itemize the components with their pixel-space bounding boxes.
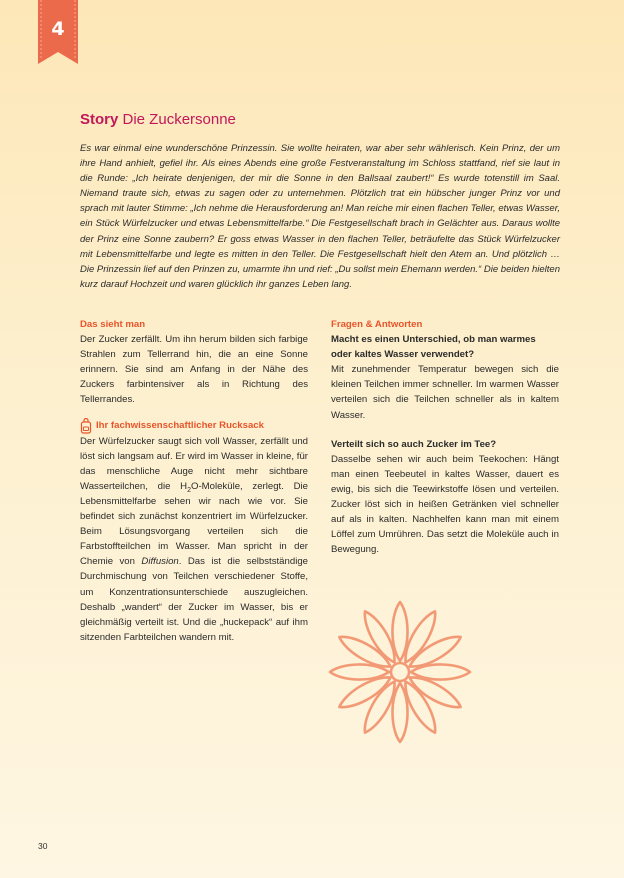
story-text: Es war einmal eine wunderschöne Prinzessin. Sie wollte heiraten, war aber sehr wählerisch. Kein Prinz, der um ihre Hand anhielt, gefiel ihr. Als eines Abends eine große Festveranstaltung im Schloss stattfand, rief sie laut in die Runde: „Ich heirate denjenigen, der mir die Sonne in den Ballsaal zaubert!“ Es wurde totenstill im Saal. Niemand traute sich, etwas zu sagen oder zu unternehmen. Plötzlich trat ein hübscher junger Prinz vor und sprach mit lauter Stimme: „Ich nehme die Herausforderung an! Man reiche mir einen flachen Teller, etwas Wasser, ein Stück Würfelzucker und etwas Lebensmittelfarbe.“ Die Festgesellschaft brach in Gelächter aus. Daraus wollte der Prinz eine Sonne zaubern? Er goss etwas Wasser in den flachen Teller, beträufelte das Stück Würfelzucker mit Lebensmittelfarbe und legte es mitten in den Teller. Die Festgesellschaft hielt den Atem an. Und plötzlich … Die Prinzessin lief auf den Prinzen zu, umarmte ihn und rief: „Du sollst mein Ehemann werden.“ Die beiden hielten kurz darauf Hochzeit und waren glücklich ihr ganzes Leben lang. [80,143,560,290]
page-title [80,111,236,128]
answer-2: Dasselbe sehen wir auch beim Teekochen: Hängt man einen Teebeutel in kaltes Wasser, dauert es ewig, bis sich die Teewirkstoffe lösen und verteilen. Zucker löst sich in heißen Getränken viel schneller auf als in kalten. Nachhelfen kann man mit einem Löffel zum Umrühren. Das setzt die Moleküle auch in Bewegung. [331,453,559,556]
title-prefix: Story [80,111,119,128]
rucksack-heading-row [80,418,308,434]
page-number: 30 [38,841,48,851]
answer-1: Mit zunehmender Temperatur bewegen sich die kleinen Teilchen immer schneller. Im warmen Wasser verteilen sich die Teilchen schneller als in kaltem Wasser. [331,364,559,421]
rucksack-text-part3: . Das ist die selbstständige Durchmischung von Teilchen verschiedener Stoffe, um Konzentrationsunterschiede auszugleichen. Deshalb „wandert“ der Zucker im Wasser, bis er gleichmäßig verteilt ist. Und die „huckepack“ auf ihm sitzenden Farbteilchen wandern mit. [80,556,308,643]
rucksack-text-part1: Der Würfelzucker saugt sich voll Wasser, zerfällt und löst sich langsam auf. Er wird im Wasser in kleine, für das menschliche Auge nicht mehr sichtbare Wasserteilchen, die H [80,435,308,492]
rucksack-heading: Ihr fachwissenschaftlicher Rucksack [96,420,264,432]
spacer [331,423,559,437]
rucksack-emphasis: Diffusion [141,556,179,568]
rucksack-subscript: 2 [187,486,191,494]
question-1: Macht es einen Unterschied, ob man warmes oder kaltes Wasser verwendet? [331,334,536,361]
left-column [80,317,308,645]
rucksack-text-part2: O-Moleküle, zerlegt. Die Lebensmittelfarbe sehen wir nach wie vor. Sie befindet sich zunächst konzentriert im Würfelzucker. Beim Lösungsvorgang verteilen sich die Farbstoffteilchen im Wasser. Man spricht in der Chemie von [80,480,308,568]
rucksack-text [80,434,308,645]
title-text: Die Zuckersonne [118,111,236,128]
chapter-number: 4 [51,18,65,40]
chapter-badge [38,0,78,64]
right-column [331,317,559,557]
question-2: Verteilt sich so auch Zucker im Tee? [331,438,497,450]
sieht-man-text: Der Zucker zerfällt. Um ihn herum bilden sich farbige Strahlen zum Tellerrand hin, die an eine Sonne erinnern. Sie sind am Anfang in der Nähe des Zuckers farbintensiver als in Richtung des Tellerrandes. [80,334,308,406]
fragen-heading: Fragen & Antworten [331,319,423,330]
sieht-man-heading: Das sieht man [80,319,146,330]
flower-illustration [326,598,474,746]
backpack-icon [80,418,92,434]
